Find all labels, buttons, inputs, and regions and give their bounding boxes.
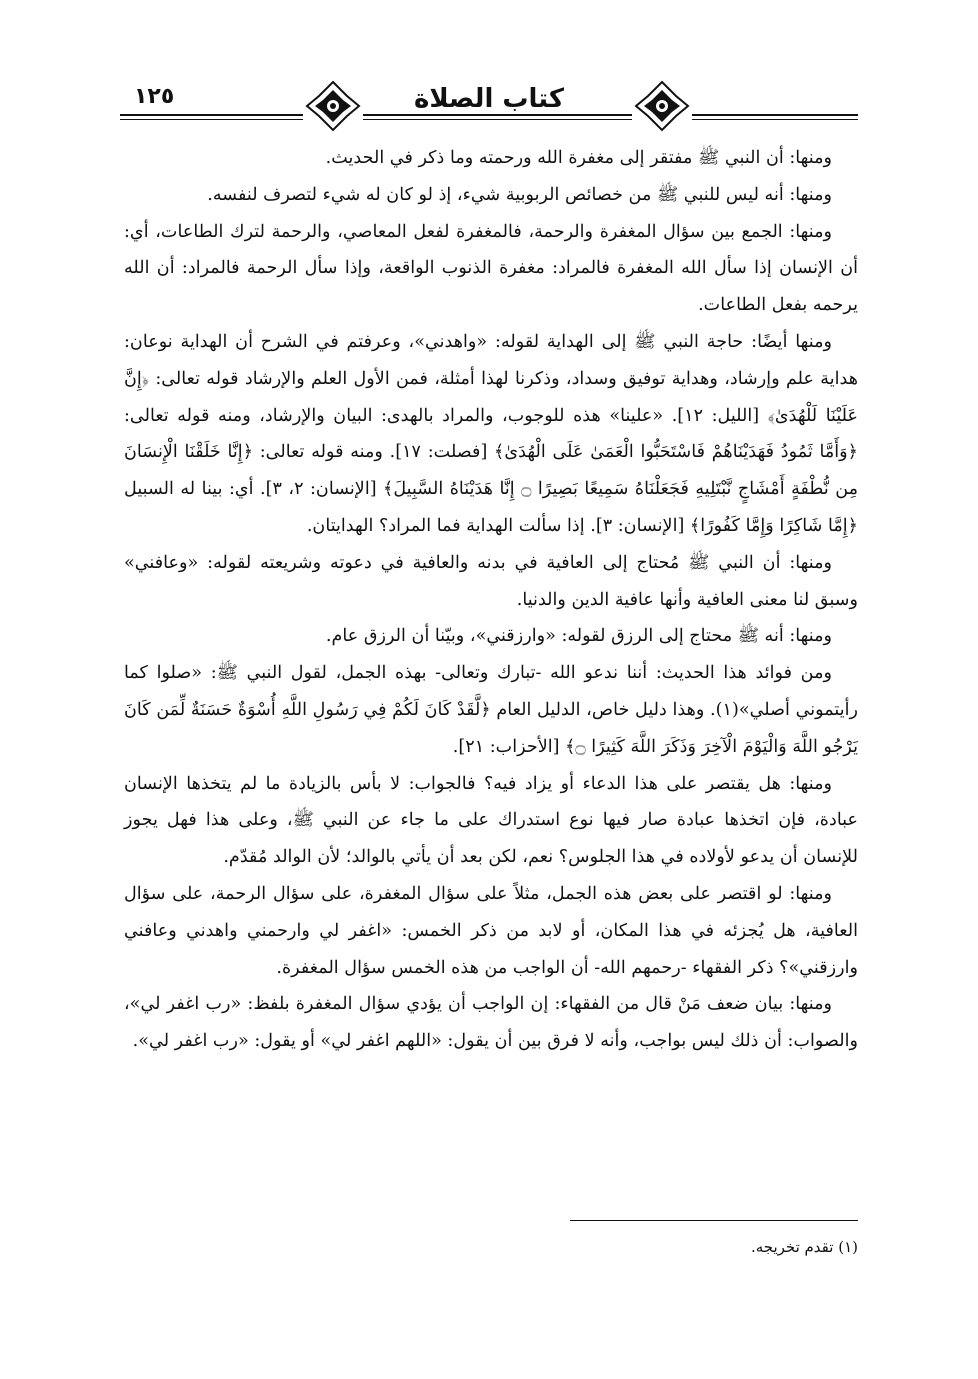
ornament-right-icon [632,78,692,134]
paragraph: ومنها أيضًا: حاجة النبي ﷺ إلى الهداية لقوله: «واهدني»، وعرفتم في الشرح أن الهداية نوعان: هداية علم وإرشاد، وهداية توفيق وسداد، وذكرنا لهذا أمثلة، فمن الأول العلم والإرشاد قوله تعالى: ﴿إِنَّ عَلَيْنَا لَلْهُدَىٰ﴾ [الليل: ١٢]. «علينا» هذه للوجوب، والمراد بالهدى: البيان والإرشاد، ومنه قوله تعالى: ﴿وَأَمَّا ثَمُودُ فَهَدَيْنَاهُمْ فَاسْتَحَبُّوا الْعَمَىٰ عَلَى الْهُدَىٰ﴾ [فصلت: ١٧]. ومنه قوله تعالى: ﴿إِنَّا خَلَقْنَا الْإِنسَانَ مِن نُّطْفَةٍ أَمْشَاجٍ نَّبْتَلِيهِ فَجَعَلْنَاهُ سَمِيعًا بَصِيرًا ۝ إِنَّا هَدَيْنَاهُ السَّبِيلَ﴾ [الإنسان: ٢، ٣]. أي: بينا له السبيل ﴿إِمَّا شَاكِرًا وَإِمَّا كَفُورًا﴾ [الإنسان: ٣]. إذا سألت الهداية فما المراد؟ الهدايتان. [124,331,859,536]
paragraph: ومنها: أنه ليس للنبي ﷺ من خصائص الربوبية شيء، إذ لو كان له شيء لتصرف لنفسه. [207,184,832,205]
footnote-divider [570,1220,858,1221]
paragraph: ومنها: أن النبي ﷺ مفتقر إلى مغفرة الله ورحمته وما ذكر في الحديث. [325,148,832,168]
header-rule [120,114,858,116]
header-rule-thin [120,119,858,120]
paragraph: ومنها: بيان ضعف مَنْ قال من الفقهاء: إن الواجب أن يؤدي سؤال المغفرة بلفظ: «رب اغفر لي»، والصواب: أن ذلك ليس بواجب، وأنه لا فرق بين أن يقول: «اللهم اغفر لي» أو يقول: «رب اغفر لي». [124,994,858,1052]
paragraph: ومنها: لو اقتصر على بعض هذه الجمل، مثلاً على سؤال المغفرة، على سؤال الرحمة، على سؤال العافية، هل يُجزئه في هذا المكان، أو لابد من ذكر الخمس: «اغفر لي وارحمني واهدني وعافني وارزقني»؟ ذكر الفقهاء -رحمهم الله- أن الواجب من هذه الخمس سؤال المغفرة. [124,883,858,978]
paragraph: ومن فوائد هذا الحديث: أننا ندعو الله -تبارك وتعالى- بهذه الجمل، لقول النبي ﷺ: «صلوا كما رأيتموني أصلي»(١). وهذا دليل خاص، الدليل العام ﴿لَّقَدْ كَانَ لَكُمْ فِي رَسُولِ اللَّهِ أُسْوَةٌ حَسَنَةٌ لِّمَن كَانَ يَرْجُو اللَّهَ وَالْيَوْمَ الْآخِرَ وَذَكَرَ اللَّهَ كَثِيرًا ۝﴾ [الأحزاب: ٢١]. [124,663,859,757]
footnote: (١) تقدم تخريجه. [750,1238,858,1256]
paragraph: ومنها: هل يقتصر على هذا الدعاء أو يزاد فيه؟ فالجواب: لا بأس بالزيادة ما لم يتخذها الإنسان عبادة، فإن اتخذها عبادة صار فيها نوع استدراك على ما جاء عن النبي ﷺ، وعلى هذا فهل يجوز للإنسان أن يدعو لأولاده في هذا الجلوس؟ نعم، لكن بعد أن يأتي بالوالد؛ لأن الوالد مُقدّم. [124,773,858,868]
paragraph: ومنها: أنه ﷺ محتاج إلى الرزق لقوله: «وارزقني»، وبيّنا أن الرزق عام. [325,626,832,647]
paragraph: ومنها: الجمع بين سؤال المغفرة والرحمة، فالمغفرة لفعل المعاصي، والرحمة لترك الطاعات، أي: أن الإنسان إذا سأل الله المغفرة فالمراد: مغفرة الذنوب الواقعة، وإذا سأل الرحمة فالمراد: أن الله يرحمه بفعل الطاعات. [124,221,858,316]
page-number: ١٢٥ [134,84,175,109]
page-header [120,78,858,138]
body-text [124,140,858,1060]
paragraph: ومنها: أن النبي ﷺ مُحتاج إلى العافية في بدنه والعافية في دعوته وشريعته لقوله: «وعافني» وسبق لنا معنى العافية وأنها عافية الدين والدنيا. [124,552,858,610]
page-title: كتاب الصلاة [413,84,565,114]
